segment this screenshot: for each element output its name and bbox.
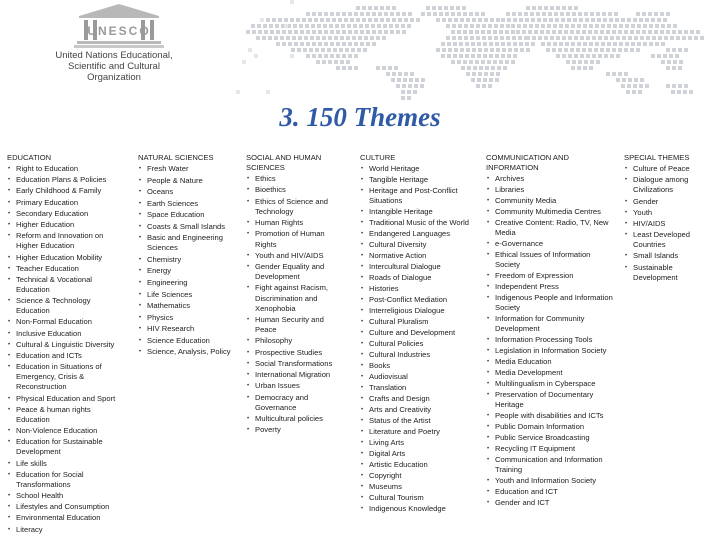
theme-item: • Peace & human rights Education [7, 405, 125, 425]
theme-item: • Environmental Education [7, 513, 125, 523]
org-name-line-1: United Nations Educational, [55, 50, 173, 61]
theme-item: • Human Rights [246, 218, 344, 228]
theme-item: • Gender [624, 197, 716, 207]
theme-item: • Democracy and Governance [246, 393, 344, 413]
theme-item: • International Migration [246, 370, 344, 380]
theme-item: • Freedom of Expression [486, 271, 616, 281]
theme-item: • Prospective Studies [246, 348, 344, 358]
column-heading: CULTURE [360, 153, 396, 162]
theme-item: • Roads of Dialogue [360, 273, 478, 283]
theme-item: • Ethics [246, 174, 344, 184]
theme-item: • Books [360, 361, 478, 371]
theme-item: • Indigenous Knowledge [360, 504, 478, 514]
theme-item: • Multilingualism in Cyberspace [486, 379, 616, 389]
theme-item: • Least Developed Countries [624, 230, 716, 250]
theme-item: • Community Multimedia Centres [486, 207, 616, 217]
theme-item: • Secondary Education [7, 209, 125, 219]
theme-item: • Science, Analysis, Policy [138, 347, 240, 357]
theme-item: • Translation [360, 383, 478, 393]
theme-item: • Arts and Creativity [360, 405, 478, 415]
column-heading: SPECIAL THEMES [624, 153, 690, 162]
theme-item: • Intangible Heritage [360, 207, 478, 217]
theme-item: • Science & Technology Education [7, 296, 125, 316]
theme-item: • Bioethics [246, 185, 344, 195]
theme-item: • Earth Sciences [138, 199, 240, 209]
theme-item: • Youth and HIV/AIDS [246, 251, 344, 261]
theme-item: • Status of the Artist [360, 416, 478, 426]
theme-item: • Living Arts [360, 438, 478, 448]
theme-item: • Cultural Policies [360, 339, 478, 349]
column-culture [360, 153, 478, 515]
theme-item: • Archives [486, 174, 616, 184]
theme-item: • Philosophy [246, 336, 344, 346]
theme-item: • Coasts & Small Islands [138, 222, 240, 232]
theme-item: • Energy [138, 266, 240, 276]
theme-item: • Normative Action [360, 251, 478, 261]
page-title: 3. 150 Themes [279, 102, 441, 132]
theme-item: • Lifestyles and Consumption [7, 502, 125, 512]
theme-item: • Technical & Vocational Education [7, 275, 125, 295]
theme-item: • Literacy [7, 525, 125, 535]
theme-item: • Education for Social Transformations [7, 470, 125, 490]
theme-item: • Copyright [360, 471, 478, 481]
theme-item: • Gender Equality and Development [246, 262, 344, 282]
column-heading: SOCIAL AND HUMAN SCIENCES [246, 153, 322, 173]
theme-item: • Digital Arts [360, 449, 478, 459]
theme-item: • Non-Violence Education [7, 426, 125, 436]
theme-item: • Ethics of Science and Technology [246, 197, 344, 217]
column-heading: NATURAL SCIENCES [138, 153, 214, 162]
theme-item: • Indigenous People and Information Society [486, 293, 616, 313]
theme-item: • Education in Situations of Emergency, Crisis & Reconstruction [7, 362, 125, 392]
theme-item: • Interreligious Dialogue [360, 306, 478, 316]
theme-item: • Education for Sustainable Development [7, 437, 125, 457]
theme-item: • Traditional Music of the World [360, 218, 478, 228]
organization-name [40, 50, 188, 83]
theme-item: • Education and ICTs [7, 351, 125, 361]
theme-item: • Heritage and Post-Conflict Situations [360, 186, 478, 206]
theme-item: • Community Media [486, 196, 616, 206]
theme-list [138, 164, 240, 357]
theme-item: • Gender and ICT [486, 498, 616, 508]
theme-item: • Libraries [486, 185, 616, 195]
org-name-line-2: Scientific and Cultural Organization [68, 61, 160, 83]
theme-item: • Creative Content: Radio, TV, New Media [486, 218, 616, 238]
theme-item: • Endangered Languages [360, 229, 478, 239]
column-communication-information [486, 153, 616, 509]
theme-item: • Cultural Pluralism [360, 317, 478, 327]
theme-item: • Cultural Industries [360, 350, 478, 360]
theme-item: • Youth and Information Society [486, 476, 616, 486]
theme-item: • Right to Education [7, 164, 125, 174]
theme-item: • Legislation in Information Society [486, 346, 616, 356]
theme-item: • Crafts and Design [360, 394, 478, 404]
theme-item: • Primary Education [7, 198, 125, 208]
theme-item: • Fresh Water [138, 164, 240, 174]
theme-item: • Urban Issues [246, 381, 344, 391]
theme-item: • Engineering [138, 278, 240, 288]
theme-item: • Physical Education and Sport [7, 394, 125, 404]
theme-item: • Cultural Tourism [360, 493, 478, 503]
theme-item: • Social Transformations [246, 359, 344, 369]
theme-item: • Teacher Education [7, 264, 125, 274]
unesco-logo [57, 2, 181, 48]
theme-item: • Space Education [138, 210, 240, 220]
theme-item: • Higher Education Mobility [7, 253, 125, 263]
theme-item: • Public Domain Information [486, 422, 616, 432]
theme-item: • HIV/AIDS [624, 219, 716, 229]
theme-item: • People with disabilities and ICTs [486, 411, 616, 421]
theme-item: • Early Childhood & Family [7, 186, 125, 196]
theme-item: • Life Sciences [138, 290, 240, 300]
theme-item: • Reform and Innovation on Higher Education [7, 231, 125, 251]
theme-item: • Tangible Heritage [360, 175, 478, 185]
theme-item: • Recycling IT Equipment [486, 444, 616, 454]
theme-item: • Education Plans & Policies [7, 175, 125, 185]
theme-item: • Human Security and Peace [246, 315, 344, 335]
theme-item: • Artistic Education [360, 460, 478, 470]
theme-item: • Ethical Issues of Information Society [486, 250, 616, 270]
theme-item: • Cultural & Linguistic Diversity [7, 340, 125, 350]
theme-item: • Life skills [7, 459, 125, 469]
theme-item: • Information for Community Development [486, 314, 616, 334]
theme-item: • Multicultural policies [246, 414, 344, 424]
theme-item: • Intercultural Dialogue [360, 262, 478, 272]
theme-item: • People & Nature [138, 176, 240, 186]
theme-item: • Promotion of Human Rights [246, 229, 344, 249]
theme-item: • Poverty [246, 425, 344, 435]
theme-item: • e-Governance [486, 239, 616, 249]
column-heading: EDUCATION [7, 153, 52, 162]
column-special-themes [624, 153, 716, 284]
theme-item: • Dialogue among Civilizations [624, 175, 716, 195]
theme-item: • Communication and Information Training [486, 455, 616, 475]
theme-item: • Youth [624, 208, 716, 218]
theme-item: • Education and ICT [486, 487, 616, 497]
theme-item: • Histories [360, 284, 478, 294]
theme-item: • Audiovisual [360, 372, 478, 382]
theme-list [624, 164, 716, 283]
theme-item: • World Heritage [360, 164, 478, 174]
theme-item: • Fight against Racism, Discrimination and Xenophobia [246, 283, 344, 313]
theme-item: • Mathematics [138, 301, 240, 311]
theme-item: • Independent Press [486, 282, 616, 292]
theme-item: • Literature and Poetry [360, 427, 478, 437]
theme-list [7, 164, 125, 535]
theme-item: • Sustainable Development [624, 263, 716, 283]
theme-item: • School Health [7, 491, 125, 501]
theme-item: • Media Development [486, 368, 616, 378]
dotted-world-map [196, 0, 720, 104]
theme-item: • Inclusive Education [7, 329, 125, 339]
column-social-human-sciences [246, 153, 344, 437]
theme-item: • Cultural Diversity [360, 240, 478, 250]
theme-item: • Public Service Broadcasting [486, 433, 616, 443]
theme-item: • Science Education [138, 336, 240, 346]
theme-item: • Small Islands [624, 251, 716, 261]
theme-item: • Physics [138, 313, 240, 323]
theme-item: • Information Processing Tools [486, 335, 616, 345]
theme-item: • Non-Formal Education [7, 317, 125, 327]
theme-list [360, 164, 478, 514]
theme-list [486, 174, 616, 508]
theme-item: • Post-Conflict Mediation [360, 295, 478, 305]
theme-item: • HIV Research [138, 324, 240, 334]
theme-item: • Culture and Development [360, 328, 478, 338]
column-education [7, 153, 125, 536]
theme-list [246, 174, 344, 435]
theme-item: • Media Education [486, 357, 616, 367]
theme-item: • Higher Education [7, 220, 125, 230]
theme-item: • Museums [360, 482, 478, 492]
theme-item: • Culture of Peace [624, 164, 716, 174]
column-heading: COMMUNICATION AND INFORMATION [486, 153, 569, 173]
theme-item: • Chemistry [138, 255, 240, 265]
svg-text:UNESCO: UNESCO [87, 24, 151, 38]
theme-item: • Basic and Engineering Sciences [138, 233, 240, 253]
theme-item: • Preservation of Documentary Heritage [486, 390, 616, 410]
theme-item: • Oceans [138, 187, 240, 197]
column-natural-sciences [138, 153, 240, 359]
